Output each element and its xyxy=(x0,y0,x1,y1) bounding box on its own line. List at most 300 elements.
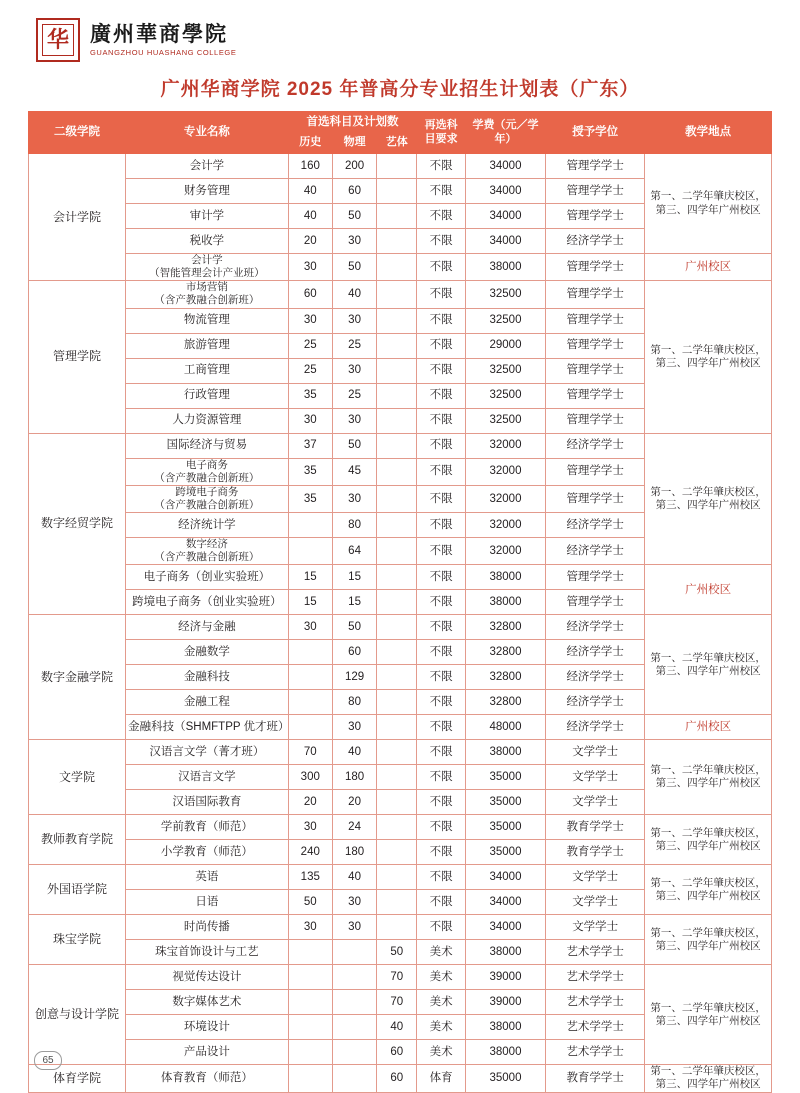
cell-major: 体育教育（师范） xyxy=(126,1065,289,1092)
cell-major: 视觉传达设计 xyxy=(126,965,289,990)
cell-history: 135 xyxy=(288,865,332,890)
cell-tuition: 35000 xyxy=(465,1065,545,1092)
admission-plan-table xyxy=(28,111,772,1093)
cell-physics xyxy=(332,990,376,1015)
table-body xyxy=(29,154,772,1093)
cell-history xyxy=(288,690,332,715)
cell-second-choice: 不限 xyxy=(417,408,466,433)
cell-college: 教师教育学院 xyxy=(29,815,126,865)
cell-degree: 文学学士 xyxy=(546,865,645,890)
table-row xyxy=(29,815,772,840)
cell-tuition: 39000 xyxy=(465,990,545,1015)
cell-degree: 管理学学士 xyxy=(546,333,645,358)
cell-degree: 经济学学士 xyxy=(546,538,645,565)
cell-tuition: 32000 xyxy=(465,538,545,565)
cell-second-choice: 不限 xyxy=(417,538,466,565)
cell-major: 跨境电子商务（创业实验班） xyxy=(126,590,289,615)
cell-art xyxy=(377,640,417,665)
cell-major: 税收学 xyxy=(126,229,289,254)
cell-location: 广州校区 xyxy=(645,565,772,615)
cell-second-choice: 不限 xyxy=(417,740,466,765)
cell-art xyxy=(377,615,417,640)
cell-history: 40 xyxy=(288,179,332,204)
cell-major: 财务管理 xyxy=(126,179,289,204)
cell-physics: 15 xyxy=(332,590,376,615)
page-title: 广州华商学院 2025 年普高分专业招生计划表（广东） xyxy=(160,79,640,100)
table-row xyxy=(29,615,772,640)
th-subject-plan: 首选科目及计划数 xyxy=(288,112,417,133)
cell-tuition: 34000 xyxy=(465,890,545,915)
table-row xyxy=(29,740,772,765)
cell-art xyxy=(377,281,417,308)
cell-degree: 管理学学士 xyxy=(546,281,645,308)
cell-degree: 管理学学士 xyxy=(546,308,645,333)
cell-degree: 管理学学士 xyxy=(546,204,645,229)
cell-tuition: 38000 xyxy=(465,590,545,615)
cell-tuition: 34000 xyxy=(465,204,545,229)
cell-location: 第一、二学年肇庆校区，第三、四学年广州校区 xyxy=(645,815,772,865)
cell-second-choice: 不限 xyxy=(417,865,466,890)
cell-tuition: 38000 xyxy=(465,940,545,965)
cell-art: 60 xyxy=(377,1040,417,1065)
cell-physics xyxy=(332,1015,376,1040)
cell-second-choice: 不限 xyxy=(417,513,466,538)
cell-second-choice: 不限 xyxy=(417,665,466,690)
cell-major: 环境设计 xyxy=(126,1015,289,1040)
cell-physics: 50 xyxy=(332,204,376,229)
cell-second-choice: 不限 xyxy=(417,915,466,940)
cell-art xyxy=(377,254,417,281)
cell-second-choice: 美术 xyxy=(417,965,466,990)
cell-degree: 文学学士 xyxy=(546,915,645,940)
cell-history xyxy=(288,990,332,1015)
table-row xyxy=(29,154,772,179)
cell-physics: 15 xyxy=(332,565,376,590)
cell-degree: 文学学士 xyxy=(546,790,645,815)
cell-second-choice: 不限 xyxy=(417,890,466,915)
cell-tuition: 29000 xyxy=(465,333,545,358)
cell-tuition: 38000 xyxy=(465,740,545,765)
cell-second-choice: 不限 xyxy=(417,179,466,204)
cell-degree: 经济学学士 xyxy=(546,229,645,254)
cell-tuition: 32000 xyxy=(465,458,545,485)
cell-history: 20 xyxy=(288,229,332,254)
logo-text xyxy=(90,23,236,57)
cell-art xyxy=(377,485,417,512)
logo-icon xyxy=(36,18,80,62)
cell-degree: 艺术学学士 xyxy=(546,965,645,990)
cell-physics: 50 xyxy=(332,433,376,458)
cell-history: 30 xyxy=(288,815,332,840)
cell-physics: 45 xyxy=(332,458,376,485)
cell-major: 市场营销 （含产教融合创新班） xyxy=(126,281,289,308)
school-name-en: GUANGZHOU HUASHANG COLLEGE xyxy=(90,48,237,58)
cell-physics: 25 xyxy=(332,383,376,408)
cell-art xyxy=(377,815,417,840)
cell-major: 会计学 （智能管理会计产业班） xyxy=(126,254,289,281)
cell-college: 数字经贸学院 xyxy=(29,433,126,615)
cell-second-choice: 不限 xyxy=(417,640,466,665)
cell-degree: 艺术学学士 xyxy=(546,1015,645,1040)
cell-history: 40 xyxy=(288,204,332,229)
cell-physics: 30 xyxy=(332,229,376,254)
cell-physics: 30 xyxy=(332,308,376,333)
cell-second-choice: 不限 xyxy=(417,615,466,640)
cell-college: 文学院 xyxy=(29,740,126,815)
cell-history xyxy=(288,640,332,665)
cell-degree: 经济学学士 xyxy=(546,433,645,458)
cell-art xyxy=(377,408,417,433)
cell-major: 金融科技 xyxy=(126,665,289,690)
cell-history: 30 xyxy=(288,308,332,333)
cell-tuition: 35000 xyxy=(465,765,545,790)
cell-degree: 教育学学士 xyxy=(546,840,645,865)
cell-physics: 24 xyxy=(332,815,376,840)
cell-major: 汉语国际教育 xyxy=(126,790,289,815)
cell-history xyxy=(288,1015,332,1040)
cell-physics: 180 xyxy=(332,765,376,790)
cell-physics: 80 xyxy=(332,690,376,715)
cell-major: 英语 xyxy=(126,865,289,890)
th-location: 教学地点 xyxy=(645,112,772,154)
cell-tuition: 32800 xyxy=(465,665,545,690)
cell-history: 50 xyxy=(288,890,332,915)
cell-degree: 经济学学士 xyxy=(546,615,645,640)
cell-physics: 30 xyxy=(332,408,376,433)
cell-art xyxy=(377,179,417,204)
cell-physics: 50 xyxy=(332,254,376,281)
cell-second-choice: 美术 xyxy=(417,990,466,1015)
cell-art xyxy=(377,154,417,179)
th-major: 专业名称 xyxy=(126,112,289,154)
cell-location: 第一、二学年肇庆校区，第三、四学年广州校区 xyxy=(645,154,772,254)
cell-tuition: 32800 xyxy=(465,690,545,715)
cell-art xyxy=(377,840,417,865)
cell-tuition: 34000 xyxy=(465,915,545,940)
cell-degree: 艺术学学士 xyxy=(546,990,645,1015)
cell-physics xyxy=(332,1040,376,1065)
cell-degree: 经济学学士 xyxy=(546,513,645,538)
cell-history: 30 xyxy=(288,254,332,281)
cell-second-choice: 不限 xyxy=(417,485,466,512)
cell-history xyxy=(288,715,332,740)
cell-second-choice: 不限 xyxy=(417,690,466,715)
cell-tuition: 34000 xyxy=(465,229,545,254)
cell-physics: 25 xyxy=(332,333,376,358)
cell-college: 管理学院 xyxy=(29,281,126,433)
cell-art xyxy=(377,204,417,229)
th-tuition: 学费（元／学年） xyxy=(465,112,545,154)
cell-art xyxy=(377,565,417,590)
cell-physics: 80 xyxy=(332,513,376,538)
cell-second-choice: 不限 xyxy=(417,204,466,229)
cell-history xyxy=(288,513,332,538)
cell-history: 15 xyxy=(288,590,332,615)
table-row xyxy=(29,254,772,281)
cell-history: 300 xyxy=(288,765,332,790)
cell-history xyxy=(288,965,332,990)
cell-art xyxy=(377,665,417,690)
cell-art xyxy=(377,513,417,538)
th-art: 艺体 xyxy=(377,133,417,154)
cell-tuition: 39000 xyxy=(465,965,545,990)
cell-art xyxy=(377,715,417,740)
cell-degree: 管理学学士 xyxy=(546,485,645,512)
cell-second-choice: 体育 xyxy=(417,1065,466,1092)
cell-second-choice: 不限 xyxy=(417,154,466,179)
cell-physics: 129 xyxy=(332,665,376,690)
cell-college: 数字金融学院 xyxy=(29,615,126,740)
cell-tuition: 38000 xyxy=(465,565,545,590)
cell-major: 数字媒体艺术 xyxy=(126,990,289,1015)
cell-degree: 文学学士 xyxy=(546,765,645,790)
cell-major: 会计学 xyxy=(126,154,289,179)
cell-tuition: 34000 xyxy=(465,154,545,179)
cell-degree: 管理学学士 xyxy=(546,458,645,485)
cell-degree: 管理学学士 xyxy=(546,565,645,590)
cell-location: 广州校区 xyxy=(645,254,772,281)
cell-tuition: 38000 xyxy=(465,1015,545,1040)
table-row xyxy=(29,865,772,890)
cell-physics: 30 xyxy=(332,358,376,383)
cell-physics: 30 xyxy=(332,915,376,940)
cell-history: 35 xyxy=(288,485,332,512)
table-row xyxy=(29,565,772,590)
cell-major: 电子商务 （含产教融合创新班） xyxy=(126,458,289,485)
cell-art xyxy=(377,458,417,485)
cell-art: 60 xyxy=(377,1065,417,1092)
cell-physics: 30 xyxy=(332,890,376,915)
cell-history: 30 xyxy=(288,915,332,940)
th-second-choice: 再选科目要求 xyxy=(417,112,466,154)
cell-history: 35 xyxy=(288,458,332,485)
cell-physics: 40 xyxy=(332,281,376,308)
cell-physics: 64 xyxy=(332,538,376,565)
cell-second-choice: 不限 xyxy=(417,815,466,840)
cell-major: 物流管理 xyxy=(126,308,289,333)
cell-history: 20 xyxy=(288,790,332,815)
cell-college: 珠宝学院 xyxy=(29,915,126,965)
cell-history: 60 xyxy=(288,281,332,308)
table-row xyxy=(29,965,772,990)
cell-college: 创意与设计学院 xyxy=(29,965,126,1065)
cell-history xyxy=(288,1040,332,1065)
cell-second-choice: 不限 xyxy=(417,229,466,254)
cell-degree: 文学学士 xyxy=(546,890,645,915)
cell-art xyxy=(377,765,417,790)
cell-degree: 艺术学学士 xyxy=(546,1040,645,1065)
cell-history xyxy=(288,665,332,690)
cell-history: 37 xyxy=(288,433,332,458)
th-history: 历史 xyxy=(288,133,332,154)
cell-tuition: 35000 xyxy=(465,840,545,865)
cell-degree: 管理学学士 xyxy=(546,254,645,281)
cell-physics: 40 xyxy=(332,740,376,765)
cell-major: 跨境电子商务 （含产教融合创新班） xyxy=(126,485,289,512)
cell-physics: 20 xyxy=(332,790,376,815)
cell-history: 15 xyxy=(288,565,332,590)
table-row xyxy=(29,281,772,308)
cell-degree: 管理学学士 xyxy=(546,383,645,408)
cell-tuition: 34000 xyxy=(465,865,545,890)
cell-physics: 40 xyxy=(332,865,376,890)
cell-second-choice: 不限 xyxy=(417,590,466,615)
cell-art xyxy=(377,433,417,458)
cell-degree: 教育学学士 xyxy=(546,815,645,840)
cell-second-choice: 不限 xyxy=(417,433,466,458)
cell-location: 第一、二学年肇庆校区，第三、四学年广州校区 xyxy=(645,615,772,715)
cell-history: 35 xyxy=(288,383,332,408)
cell-major: 人力资源管理 xyxy=(126,408,289,433)
cell-major: 产品设计 xyxy=(126,1040,289,1065)
cell-location: 第一、二学年肇庆校区，第三、四学年广州校区 xyxy=(645,740,772,815)
cell-degree: 管理学学士 xyxy=(546,590,645,615)
cell-art: 40 xyxy=(377,1015,417,1040)
cell-tuition: 32500 xyxy=(465,358,545,383)
cell-location: 第一、二学年肇庆校区，第三、四学年广州校区 xyxy=(645,965,772,1065)
school-name-cn: 廣州華商學院 xyxy=(90,22,228,46)
cell-physics: 200 xyxy=(332,154,376,179)
cell-major: 金融工程 xyxy=(126,690,289,715)
cell-history xyxy=(288,940,332,965)
cell-second-choice: 美术 xyxy=(417,940,466,965)
cell-major: 工商管理 xyxy=(126,358,289,383)
cell-major: 行政管理 xyxy=(126,383,289,408)
school-logo xyxy=(28,14,772,66)
cell-location: 第一、二学年肇庆校区，第三、四学年广州校区 xyxy=(645,281,772,433)
cell-art xyxy=(377,308,417,333)
cell-college: 外国语学院 xyxy=(29,865,126,915)
cell-art xyxy=(377,590,417,615)
cell-physics: 30 xyxy=(332,485,376,512)
cell-major: 国际经济与贸易 xyxy=(126,433,289,458)
cell-tuition: 32500 xyxy=(465,408,545,433)
cell-physics: 60 xyxy=(332,640,376,665)
cell-second-choice: 不限 xyxy=(417,308,466,333)
cell-tuition: 32800 xyxy=(465,615,545,640)
cell-art xyxy=(377,358,417,383)
cell-history: 30 xyxy=(288,408,332,433)
cell-art xyxy=(377,865,417,890)
cell-degree: 管理学学士 xyxy=(546,179,645,204)
cell-major: 珠宝首饰设计与工艺 xyxy=(126,940,289,965)
cell-history: 160 xyxy=(288,154,332,179)
cell-major: 小学教育（师范） xyxy=(126,840,289,865)
cell-tuition: 32800 xyxy=(465,640,545,665)
cell-art xyxy=(377,890,417,915)
cell-tuition: 48000 xyxy=(465,715,545,740)
cell-degree: 管理学学士 xyxy=(546,358,645,383)
cell-art xyxy=(377,740,417,765)
cell-physics: 50 xyxy=(332,615,376,640)
cell-physics: 60 xyxy=(332,179,376,204)
cell-art: 70 xyxy=(377,990,417,1015)
cell-tuition: 32000 xyxy=(465,485,545,512)
cell-location: 第一、二学年肇庆校区，第三、四学年广州校区 xyxy=(645,865,772,915)
table-row xyxy=(29,433,772,458)
cell-second-choice: 美术 xyxy=(417,1040,466,1065)
th-college: 二级学院 xyxy=(29,112,126,154)
cell-second-choice: 不限 xyxy=(417,383,466,408)
table-row xyxy=(29,1065,772,1092)
cell-location: 广州校区 xyxy=(645,715,772,740)
cell-history: 70 xyxy=(288,740,332,765)
cell-second-choice: 不限 xyxy=(417,565,466,590)
cell-major: 金融科技（SHMFTPP 优才班） xyxy=(126,715,289,740)
cell-second-choice: 不限 xyxy=(417,458,466,485)
cell-art xyxy=(377,915,417,940)
cell-degree: 文学学士 xyxy=(546,740,645,765)
cell-location: 第一、二学年肇庆校区，第三、四学年广州校区 xyxy=(645,433,772,565)
cell-tuition: 38000 xyxy=(465,1040,545,1065)
cell-art xyxy=(377,538,417,565)
cell-major: 时尚传播 xyxy=(126,915,289,940)
cell-second-choice: 不限 xyxy=(417,281,466,308)
cell-art xyxy=(377,790,417,815)
cell-major: 汉语言文学（菁才班） xyxy=(126,740,289,765)
cell-tuition: 32500 xyxy=(465,308,545,333)
cell-physics xyxy=(332,1065,376,1092)
cell-degree: 教育学学士 xyxy=(546,1065,645,1092)
cell-degree: 经济学学士 xyxy=(546,690,645,715)
table-head xyxy=(29,112,772,154)
cell-major: 审计学 xyxy=(126,204,289,229)
cell-degree: 经济学学士 xyxy=(546,715,645,740)
cell-major: 电子商务（创业实验班） xyxy=(126,565,289,590)
table-row xyxy=(29,715,772,740)
cell-degree: 艺术学学士 xyxy=(546,940,645,965)
cell-major: 金融数学 xyxy=(126,640,289,665)
cell-history xyxy=(288,538,332,565)
cell-second-choice: 不限 xyxy=(417,254,466,281)
cell-location: 第一、二学年肇庆校区，第三、四学年广州校区 xyxy=(645,915,772,965)
cell-second-choice: 美术 xyxy=(417,1015,466,1040)
th-degree: 授予学位 xyxy=(546,112,645,154)
cell-history: 25 xyxy=(288,333,332,358)
cell-second-choice: 不限 xyxy=(417,765,466,790)
cell-major: 学前教育（师范） xyxy=(126,815,289,840)
cell-tuition: 38000 xyxy=(465,254,545,281)
cell-history xyxy=(288,1065,332,1092)
cell-physics xyxy=(332,965,376,990)
cell-physics: 180 xyxy=(332,840,376,865)
cell-tuition: 32500 xyxy=(465,383,545,408)
cell-art: 50 xyxy=(377,940,417,965)
cell-major: 汉语言文学 xyxy=(126,765,289,790)
cell-degree: 经济学学士 xyxy=(546,640,645,665)
cell-major: 日语 xyxy=(126,890,289,915)
cell-tuition: 32000 xyxy=(465,513,545,538)
cell-art xyxy=(377,229,417,254)
cell-college: 体育学院 xyxy=(29,1065,126,1092)
cell-art: 70 xyxy=(377,965,417,990)
cell-history: 240 xyxy=(288,840,332,865)
cell-major: 旅游管理 xyxy=(126,333,289,358)
logo-glyph: 华 xyxy=(46,27,69,52)
page-number: 65 xyxy=(34,1051,62,1070)
cell-tuition: 35000 xyxy=(465,815,545,840)
cell-tuition: 32000 xyxy=(465,433,545,458)
cell-second-choice: 不限 xyxy=(417,840,466,865)
cell-college: 会计学院 xyxy=(29,154,126,281)
cell-history: 30 xyxy=(288,615,332,640)
cell-second-choice: 不限 xyxy=(417,790,466,815)
cell-physics xyxy=(332,940,376,965)
cell-major: 经济统计学 xyxy=(126,513,289,538)
table-row xyxy=(29,915,772,940)
cell-physics: 30 xyxy=(332,715,376,740)
th-physics: 物理 xyxy=(332,133,376,154)
